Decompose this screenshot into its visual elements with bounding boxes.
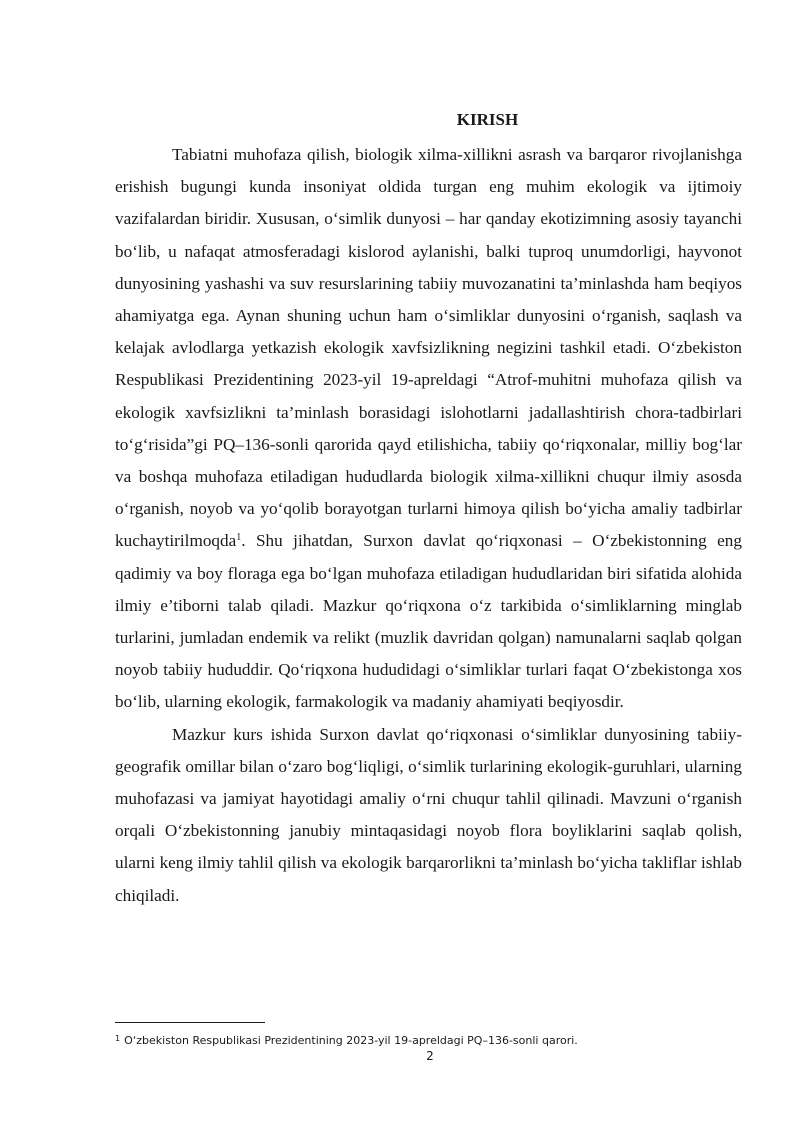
paragraph-introduction: [115, 139, 742, 719]
page-number: 2: [426, 1049, 434, 1063]
footnote-reference[interactable]: 1: [236, 532, 242, 544]
paragraph-text-continued: . Shu jihatdan, Surxon davlat qo‘riqxonasi – O‘zbekistonning eng qadimiy va boy floraga ega bo‘lgan muhofaza etiladigan hududlaridan biri sifatida alohida ilmiy e’tiborni talab qiladi. Mazkur qo‘riqxona o‘z tarkibida o‘simliklarning minglab turlarini, jumladan endemik va relikt (muzlik davridan qolgan) namunalarni saqlab qolgan noyob tabiiy hududdir. Qo‘riqxona hududidagi o‘simliklar turlari faqat O‘zbekistonga xos bo‘lib, ularning ekologik, farmakologik va madaniy ahamiyati beqiyosdir.: [115, 531, 742, 712]
section-heading: KIRISH: [456, 110, 519, 129]
footnote-text: O‘zbekiston Respublikasi Prezidentining 2023-yil 19-apreldagi PQ–136-sonli qarori.: [124, 1034, 578, 1047]
footnote: [115, 1031, 742, 1048]
paragraph-course-scope: Mazkur kurs ishida Surxon davlat qo‘riqxonasi o‘simliklar dunyosining tabiiy-geografik omillar bilan o‘zaro bog‘liqligi, o‘simlik turlarining ekologik-guruhlari, ularning muhofazasi va jamiyat hayotidagi amaliy o‘rni chuqur tahlil qilinadi. Mavzuni o‘rganish orqali O‘zbekistonning janubiy mintaqasidagi noyob flora boyliklarini saqlab qolish, ularni keng ilmiy tahlil qilish va ekologik barqarorlikni ta’minlash bo‘yicha takliflar ishlab chiqiladi.: [115, 724, 742, 905]
footnote-divider: [115, 1022, 265, 1023]
body-text: [115, 139, 742, 912]
paragraph-text: Tabiatni muhofaza qilish, biologik xilma-xillikni asrash va barqaror rivojlanishga erishish bugungi kunda insoniyat oldida turgan eng muhim ekologik va ijtimoiy vazifalardan biridir. Xususan, o‘simlik dunyosi – har qanday ekotizimning asosiy tayanchi bo‘lib, u nafaqat atmosferadagi kislorod aylanishi, balki tuproq unumdorligi, hayvonot dunyosining yashashi va suv resurslarining tabiiy muvozanatini ta’minlashda ham beqiyos ahamiyatga ega. Aynan shuning uchun ham o‘simliklar dunyosini o‘rganish, saqlash va kelajak avlodlarga yetkazish ekologik xavfsizlikning negizini tashkil etadi. O‘zbekiston Respublikasi Prezidentining 2023-yil 19-apreldagi “Atrof-muhitni muhofaza qilish va ekologik xavfsizlikni ta’minlash borasidagi islohotlarni jadallashtirish chora-tadbirlari to‘g‘risida”gi PQ–136-sonli qarorida qayd etilishicha, tabiiy qo‘riqxonalar, milliy bog‘lar va boshqa muhofaza etiladigan hududlarda biologik xilma-xillikni chuqur ilmiy asosda o‘rganish, noyob va yo‘qolib borayotgan turlarni himoya qilish bo‘yicha amaliy tadbirlar kuchaytirilmoqda: [115, 145, 742, 551]
footnote-marker: 1: [115, 1034, 121, 1043]
